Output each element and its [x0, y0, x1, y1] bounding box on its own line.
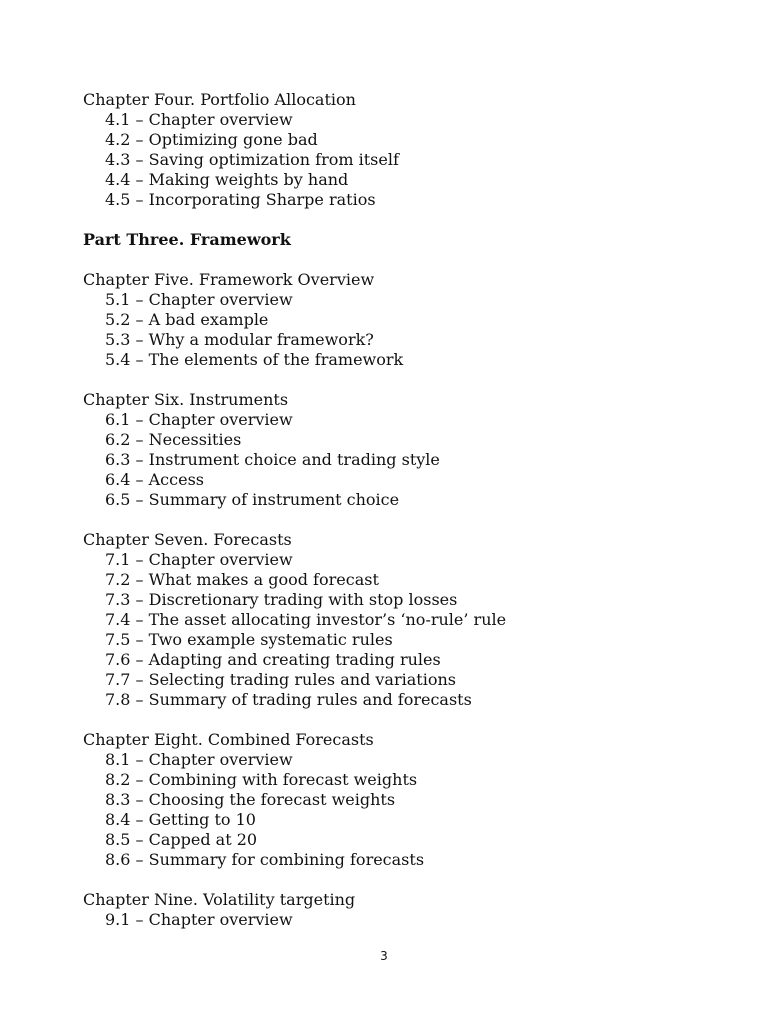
toc-entry: 5.4 – The elements of the framework [105, 350, 404, 369]
toc-entry: 7.8 – Summary of trading rules and forecasts [105, 690, 472, 709]
chapter-heading: Chapter Six. Instruments [83, 390, 289, 409]
part-heading: Part Three. Framework [83, 230, 291, 249]
chapter-heading: Chapter Eight. Combined Forecasts [83, 730, 374, 749]
toc-entry: 7.2 – What makes a good forecast [105, 570, 379, 589]
chapter-heading: Chapter Seven. Forecasts [83, 530, 292, 549]
toc-entry: 7.7 – Selecting trading rules and variations [105, 670, 456, 689]
chapter-heading: Chapter Five. Framework Overview [83, 270, 375, 289]
toc-entry: 8.4 – Getting to 10 [105, 810, 256, 829]
toc-entry: 4.1 – Chapter overview [105, 110, 293, 129]
toc-entry: 7.5 – Two example systematic rules [105, 630, 393, 649]
toc-entry: 6.5 – Summary of instrument choice [105, 490, 400, 509]
toc-entry: 8.1 – Chapter overview [105, 750, 293, 769]
toc-entry: 4.4 – Making weights by hand [105, 170, 349, 189]
toc-entry: 6.4 – Access [105, 470, 204, 489]
table-of-contents [83, 90, 723, 930]
toc-entry: 4.2 – Optimizing gone bad [105, 130, 318, 149]
toc-entry: 5.1 – Chapter overview [105, 290, 293, 309]
section-spacer [83, 510, 723, 530]
page-number: 3 [380, 949, 388, 963]
toc-entry: 6.1 – Chapter overview [105, 410, 293, 429]
toc-entry: 8.5 – Capped at 20 [105, 830, 258, 849]
section-spacer [83, 710, 723, 730]
toc-entry: 4.3 – Saving optimization from itself [105, 150, 399, 169]
toc-entry: 7.3 – Discretionary trading with stop losses [105, 590, 458, 609]
toc-entry: 6.3 – Instrument choice and trading style [105, 450, 440, 469]
section-spacer [83, 250, 723, 270]
toc-entry: 8.6 – Summary for combining forecasts [105, 850, 425, 869]
toc-entry: 8.2 – Combining with forecast weights [105, 770, 418, 789]
toc-entry: 7.1 – Chapter overview [105, 550, 293, 569]
chapter-heading: Chapter Nine. Volatility targeting [83, 890, 356, 909]
toc-entry: 5.2 – A bad example [105, 310, 269, 329]
toc-entry: 9.1 – Chapter overview [105, 910, 293, 929]
section-spacer [83, 210, 723, 230]
toc-entry: 4.5 – Incorporating Sharpe ratios [105, 190, 376, 209]
section-spacer [83, 370, 723, 390]
section-spacer [83, 870, 723, 890]
chapter-heading: Chapter Four. Portfolio Allocation [83, 90, 356, 109]
toc-entry: 8.3 – Choosing the forecast weights [105, 790, 396, 809]
toc-entry: 7.4 – The asset allocating investor’s ‘no-rule’ rule [105, 610, 507, 629]
toc-entry: 5.3 – Why a modular framework? [105, 330, 374, 349]
toc-entry: 7.6 – Adapting and creating trading rules [105, 650, 441, 669]
toc-entry: 6.2 – Necessities [105, 430, 242, 449]
